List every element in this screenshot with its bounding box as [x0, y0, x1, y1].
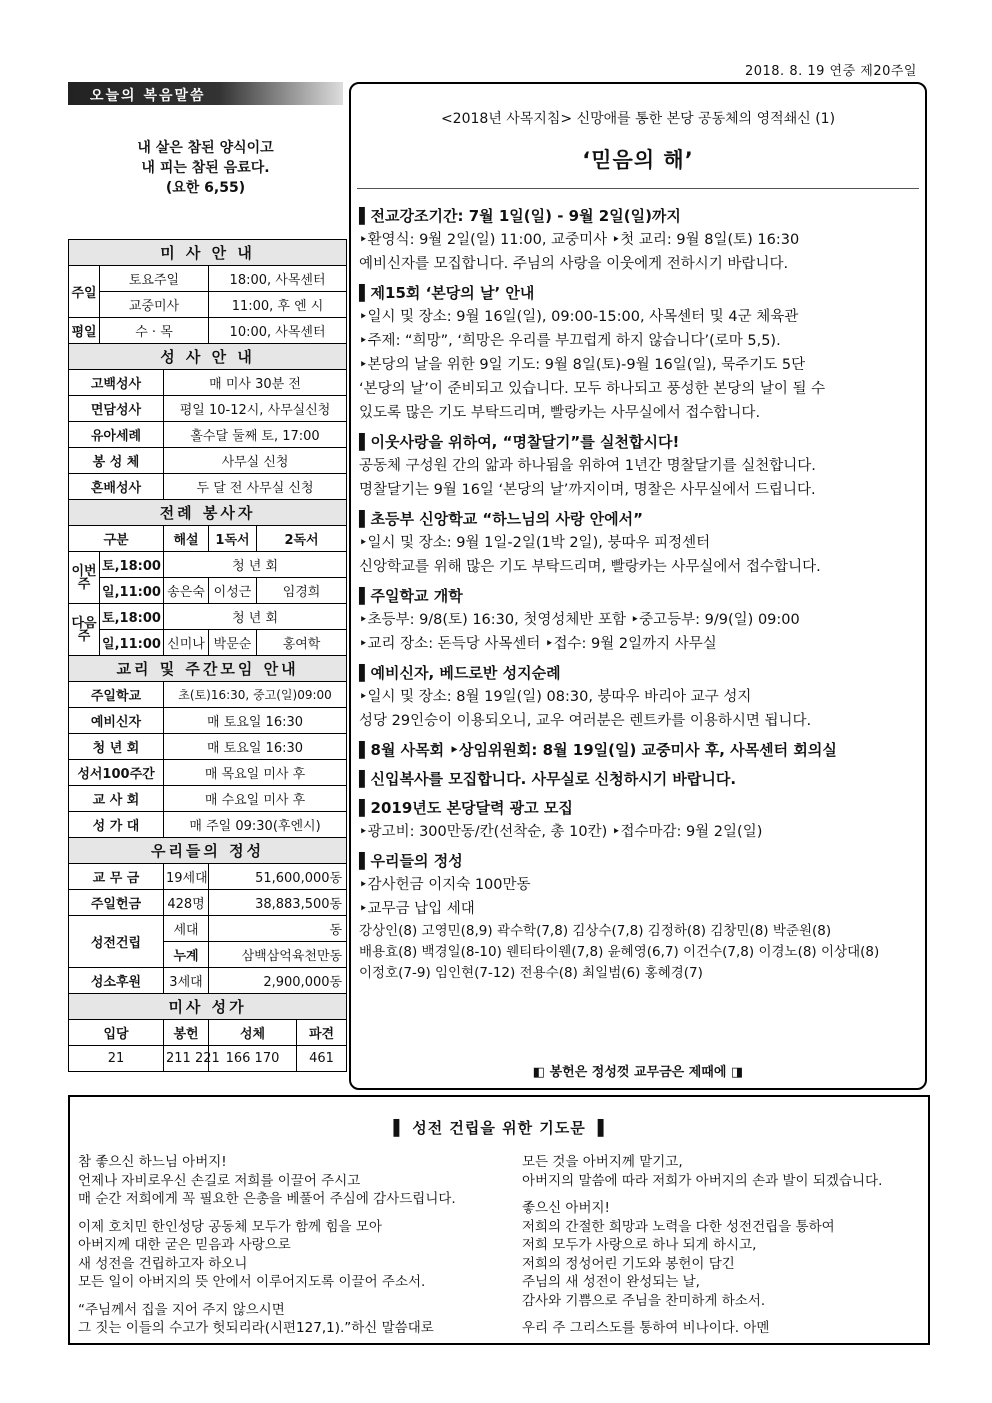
sunday-label: 주일 — [69, 266, 100, 318]
offering-amount: 38,883,500동 — [209, 890, 347, 916]
notice-title: ▌초등부 신앙학교 “하느님의 사랑 안에서” — [359, 510, 643, 528]
notice-title: ▌우리들의 정성 — [359, 852, 463, 870]
offering-count: 428명 — [164, 890, 209, 916]
liturgy-person: 임경희 — [257, 578, 347, 604]
liturgy-header: 2독서 — [257, 526, 347, 552]
group-name: 청 년 회 — [69, 734, 164, 760]
notice-line: ‣일시 및 장소: 9월 16일(일), 09:00-15:00, 사목센터 및 4군 체육관 — [359, 309, 799, 325]
mass-time: 18:00, 사목센터 — [209, 266, 347, 292]
notices-list — [359, 204, 921, 984]
sacrament-value: 두 달 전 사무실 신청 — [164, 474, 347, 500]
sacrament-value: 매 미사 30분 전 — [164, 370, 347, 396]
group-name: 교 사 회 — [69, 786, 164, 812]
prayer-line: 저희의 정성어린 기도와 봉헌이 담긴 — [522, 1255, 735, 1272]
notice-line: ‣환영식: 9월 2일(일) 11:00, 교중미사 ‣첫 교리: 9월 8일(토) 16:30 — [359, 232, 800, 248]
notice-line: 공동체 구성원 간의 앎과 하나됨을 위하여 1년간 명찰달기를 실천합니다. — [359, 458, 816, 474]
liturgy-header: 해설 — [164, 526, 209, 552]
offering-count: 19세대 — [164, 864, 209, 890]
offering-amount: 2,900,000동 — [209, 968, 347, 994]
notice-line: 성당 29인승이 이용되오니, 교우 여러분은 렌트카를 이용하시면 됩니다. — [359, 713, 812, 729]
sacrament-name: 봉 성 체 — [69, 448, 164, 474]
notice-line: 명찰달기는 9월 16일 ‘본당의 날’까지이며, 명찰은 사무실에서 드립니다. — [359, 482, 816, 498]
paragraph-gap — [522, 1310, 882, 1319]
prayer-line: 저희 모두가 사랑으로 하나 되게 하시고, — [522, 1237, 757, 1253]
group-name: 성서100주간 — [69, 760, 164, 786]
weekday-label: 평일 — [69, 318, 100, 344]
prayer-line: 참 좋으신 하느님 아버지! — [78, 1154, 227, 1170]
hymn-header: 성체 — [209, 1020, 297, 1046]
notices-panel — [349, 82, 927, 1090]
prayer-line: 모든 일이 아버지의 뜻 안에서 이루어지도록 이끌어 주소서. — [78, 1274, 426, 1290]
notice-line: ‣감사헌금 이지숙 100만동 — [359, 877, 531, 893]
group-schedule: 매 수요일 미사 후 — [164, 786, 347, 812]
group-schedule: 초(토)16:30, 중고(일)09:00 — [164, 682, 347, 708]
liturgy-time: 일,11:00 — [100, 630, 164, 656]
offering-name: 주일헌금 — [69, 890, 164, 916]
sacrament-value: 사무실 신청 — [164, 448, 347, 474]
prayer-line: 아버지의 말씀에 따라 저희가 아버지의 손과 발이 되겠습니다. — [522, 1172, 883, 1189]
liturgy-title: 전례 봉사자 — [69, 500, 347, 526]
group-schedule: 매 토요일 16:30 — [164, 734, 347, 760]
prayer-line: 매 순간 저희에게 꼭 필요한 은총을 베풀어 주심에 감사드립니다. — [78, 1191, 456, 1207]
notice-line: 신앙학교를 위해 많은 기도 부탁드리며, 빨랑카는 사무실에서 접수합니다. — [359, 559, 821, 575]
paragraph-gap — [78, 1292, 456, 1301]
mass-time: 11:00, 후 엔 시 — [209, 292, 347, 318]
notice-line: ‣본당의 날을 위한 9일 기도: 9월 8일(토)-9월 16일(일), 묵주기도 5단 — [359, 357, 806, 373]
offering-amount: 51,600,000동 — [209, 864, 347, 890]
prayer-line: 주님의 새 성전이 완성되는 날, — [522, 1274, 700, 1290]
prayer-line: 감사와 기쁨으로 주님을 찬미하게 하소서. — [522, 1292, 766, 1309]
notice-line: ‘본당의 날’이 준비되고 있습니다. 모두 하나되고 풍성한 본당의 날이 될 수 — [359, 381, 826, 397]
bulletin-date: 2018. 8. 19 연중 제20주일 — [744, 64, 917, 79]
liturgy-person: 박문순 — [209, 630, 257, 656]
prayer-line: 우리 주 그리스도를 통하여 비나이다. 아멘 — [522, 1320, 770, 1336]
paragraph-gap — [522, 1190, 882, 1199]
gospel-citation: (요한 6,55) — [165, 180, 246, 196]
offering-title: 우리들의 정성 — [69, 838, 347, 864]
offering-name: 교 무 금 — [69, 864, 164, 890]
hymn-title: 미사 성가 — [69, 994, 347, 1020]
notice-title: ▌이웃사랑을 위하여, “명찰달기”를 실천합시다! — [359, 433, 680, 451]
prayer-line: “주님께서 집을 지어 주지 않으시면 — [78, 1301, 285, 1318]
group-schedule: 매 목요일 미사 후 — [164, 760, 347, 786]
building-fund-label: 성전건립 — [69, 916, 164, 968]
liturgy-header: 1독서 — [209, 526, 257, 552]
notice-title: ▌2019년도 본당달력 광고 모집 — [359, 799, 573, 817]
donor-line: 강상인(8) 고영민(8,9) 곽수학(7,8) 김상수(7,8) 김정하(8) 김창민(8) 박준원(8) — [359, 923, 832, 939]
building-total: 삼백삼억육천만동 — [209, 942, 347, 968]
info-table — [68, 239, 347, 1072]
notice-title: ▌주일학교 개학 — [359, 587, 463, 605]
offering-count: 3세대 — [164, 968, 209, 994]
prayer-line: 아버지께 대한 굳은 믿음과 사랑으로 — [78, 1237, 291, 1253]
pastoral-subtitle: <2018년 사목지침> 신망애를 통한 본당 공동체의 영적쇄신 (1) — [440, 111, 836, 127]
sacrament-name: 면담성사 — [69, 396, 164, 422]
pastoral-theme: ‘믿음의 해’ — [582, 148, 694, 172]
gospel-line: 내 피는 참된 음료다. — [141, 160, 270, 176]
group-name: 주일학교 — [69, 682, 164, 708]
hymn-header: 봉헌 — [164, 1020, 209, 1046]
sacrament-title: 성 사 안 내 — [69, 344, 347, 370]
notice-line: ‣주제: “희망”, ‘희망은 우리를 부끄럽게 하지 않습니다’(로마 5,5). — [359, 333, 781, 349]
prayer-right-column — [522, 1153, 882, 1338]
notice-line: ‣일시 및 장소: 9월 1일-2일(1박 2일), 붕따우 피정센터 — [359, 535, 711, 551]
sacrament-name: 고백성사 — [69, 370, 164, 396]
donor-line: 배용효(8) 백경일(8-10) 웬티타이웬(7,8) 윤혜영(6,7) 이건수(7,8) 이경노(8) 이상대(8) — [359, 944, 880, 960]
prayer-left-column — [78, 1153, 456, 1338]
group-schedule: 매 토요일 16:30 — [164, 708, 347, 734]
hymn-number: 461 — [297, 1046, 347, 1072]
liturgy-header: 구분 — [69, 526, 164, 552]
notice-line: ‣교리 장소: 돈득당 사목센터 ‣접수: 9월 2일까지 사무실 — [359, 636, 717, 652]
group-name: 성 가 대 — [69, 812, 164, 838]
group-schedule: 매 주일 09:30(후엔시) — [164, 812, 347, 838]
sacrament-value: 홀수달 둘째 토, 17:00 — [164, 422, 347, 448]
gospel-line: 내 살은 참된 양식이고 — [137, 140, 274, 156]
divider — [357, 188, 919, 189]
prayer-title: ▌ 성전 건립을 위한 기도문 ▐ — [393, 1119, 605, 1137]
donor-line: 이정호(7-9) 임인현(7-12) 전용수(8) 최일범(6) 홍혜경(7) — [359, 965, 703, 981]
liturgy-person: 이성근 — [209, 578, 257, 604]
prayer-line: 저희의 간절한 희망과 노력을 다한 성전건립을 통하여 — [522, 1218, 835, 1235]
groups-title: 교리 및 주간모임 안내 — [69, 656, 347, 682]
notice-title: ▌8월 사목회 ‣상임위원회: 8월 19일(일) 교중미사 후, 사목센터 회의실 — [359, 741, 837, 759]
liturgy-person: 송은숙 — [164, 578, 209, 604]
prayer-line: 이제 호치민 한인성당 공동체 모두가 함께 힘을 모아 — [78, 1218, 382, 1235]
notice-title: ▌예비신자, 베드로반 성지순례 — [359, 664, 561, 682]
sacrament-value: 평일 10-12시, 사무실신청 — [164, 396, 347, 422]
hymn-number: 211 221 — [164, 1046, 209, 1072]
liturgy-person: 홍여학 — [257, 630, 347, 656]
liturgy-person: 신미나 — [164, 630, 209, 656]
gospel-verse — [68, 138, 343, 198]
notice-line: 있도록 많은 기도 부탁드리며, 빨랑카는 사무실에서 접수합니다. — [359, 405, 761, 421]
notice-line: ‣일시 및 장소: 8월 19일(일) 08:30, 붕따우 바리아 교구 성지 — [359, 689, 752, 705]
liturgy-group: 청 년 회 — [164, 604, 347, 630]
prayer-line: 언제나 자비로우신 손길로 저희를 이끌어 주시고 — [78, 1172, 361, 1189]
hymn-number: 21 — [69, 1046, 164, 1072]
notice-title: ▌신입복사를 모집합니다. 사무실로 신청하시기 바랍니다. — [359, 770, 737, 788]
next-week-label: 다음주 — [69, 604, 100, 656]
sacrament-name: 혼배성사 — [69, 474, 164, 500]
building-total-label: 누계 — [164, 942, 209, 968]
prayer-box — [68, 1095, 930, 1345]
liturgy-time: 일,11:00 — [100, 578, 164, 604]
notice-title: ▌전교강조기간: 7월 1일(일) - 9월 2일(일)까지 — [359, 207, 681, 225]
prayer-line: 모든 것을 아버지께 맡기고, — [522, 1154, 683, 1170]
mass-time: 10:00, 사목센터 — [209, 318, 347, 344]
notice-title: ▌제15회 ‘본당의 날’ 안내 — [359, 284, 535, 302]
prayer-line: 그 짓는 이들의 수고가 헛되리라(시편127,1).”하신 말씀대로 — [78, 1320, 434, 1336]
hymn-number: 166 170 — [209, 1046, 297, 1072]
offering-name: 성소후원 — [69, 968, 164, 994]
this-week-label: 이번주 — [69, 552, 100, 604]
prayer-line: 새 성전을 건립하고자 하오니 — [78, 1255, 248, 1272]
prayer-line: 좋으신 아버지! — [522, 1200, 610, 1216]
group-name: 예비신자 — [69, 708, 164, 734]
hymn-header: 파견 — [297, 1020, 347, 1046]
offering-reminder: ◧ 봉헌은 정성껏 교무금은 제때에 ◨ — [532, 1065, 744, 1080]
mass-name: 교중미사 — [100, 292, 209, 318]
liturgy-time: 토,18:00 — [100, 604, 164, 630]
notice-line: 예비신자를 모집합니다. 주님의 사랑을 이웃에게 전하시기 바랍니다. — [359, 256, 789, 272]
building-amount: 동 — [209, 916, 347, 942]
notice-line: ‣초등부: 9/8(토) 16:30, 첫영성체반 포함 ‣중고등부: 9/9(일) 09:00 — [359, 612, 800, 628]
notice-line: ‣광고비: 300만동/칸(선착순, 총 10칸) ‣접수마감: 9월 2일(일) — [359, 824, 763, 840]
hymn-header: 입당 — [69, 1020, 164, 1046]
liturgy-group: 청 년 회 — [164, 552, 347, 578]
mass-name: 수 · 목 — [100, 318, 209, 344]
mass-info-title: 미 사 안 내 — [69, 240, 347, 266]
liturgy-time: 토,18:00 — [100, 552, 164, 578]
sacrament-name: 유아세례 — [69, 422, 164, 448]
paragraph-gap — [78, 1209, 456, 1218]
building-count-label: 세대 — [164, 916, 209, 942]
notice-line: ‣교무금 납입 세대 — [359, 901, 475, 917]
gospel-banner: 오늘의 복음말씀 — [68, 82, 343, 105]
mass-name: 토요주일 — [100, 266, 209, 292]
